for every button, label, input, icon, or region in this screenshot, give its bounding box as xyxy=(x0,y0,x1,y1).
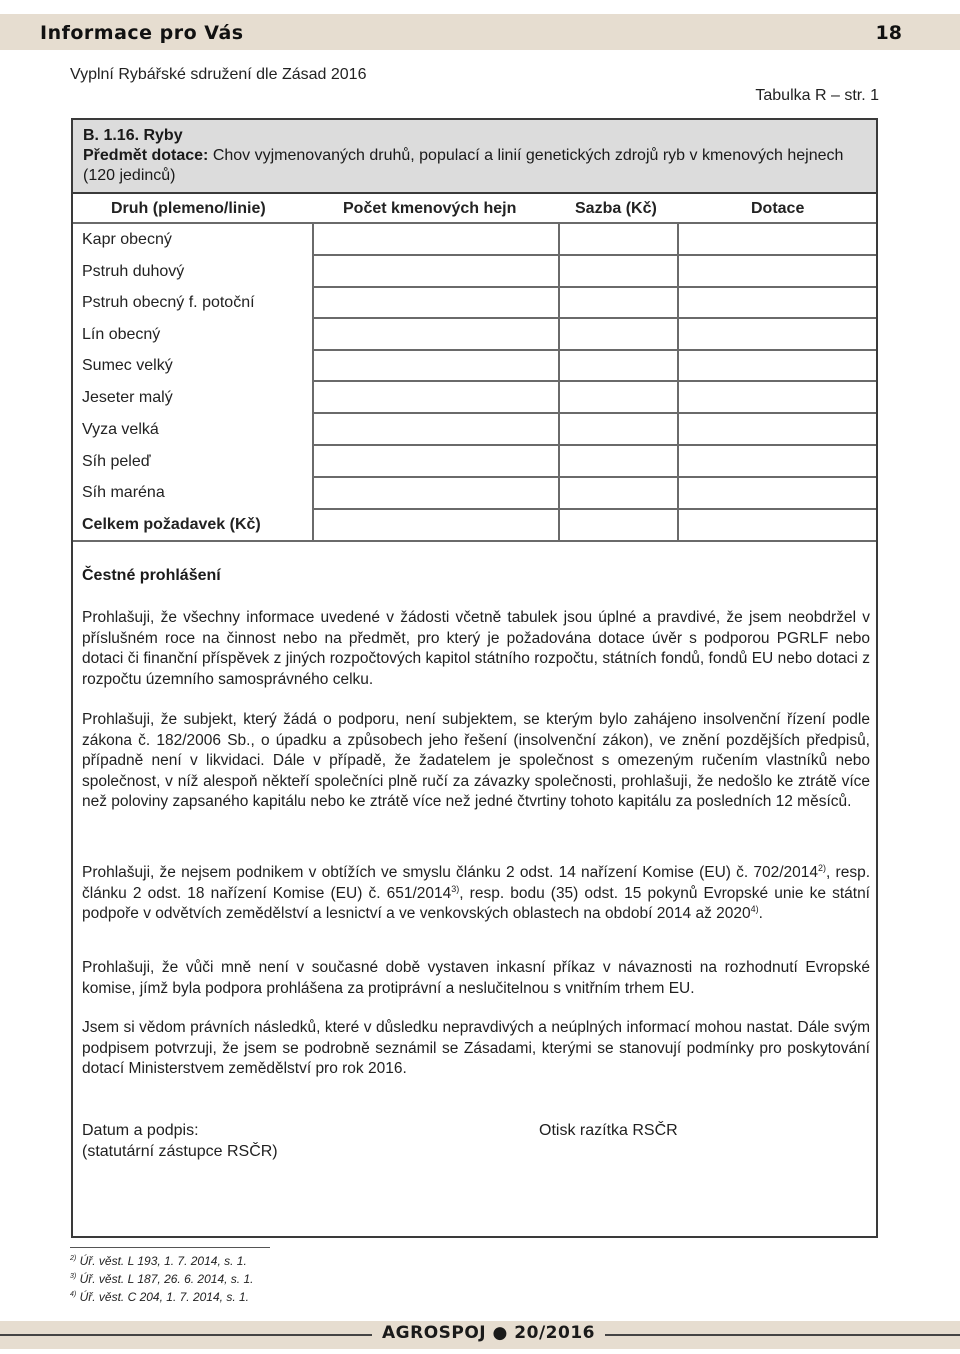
row-label-sih-marena: Síh maréna xyxy=(82,484,165,501)
column-header-species: Druh (plemeno/linie) xyxy=(111,200,266,217)
filled-by-note: Vyplní Rybářské sdružení dle Zásad 2016 xyxy=(70,66,367,83)
form-frame xyxy=(71,118,878,1238)
table-rule xyxy=(312,286,876,288)
row-label-jeseter: Jeseter malý xyxy=(82,389,173,406)
footnote-item: $^{3)}$ Úř. věst. L 187, 26. 6. 2014, s. 1. xyxy=(70,1272,254,1286)
form-code: B. 1.16. Ryby xyxy=(83,127,183,144)
footnote-item: $^{4)}$ Úř. věst. C 204, 1. 7. 2014, s. 1. xyxy=(70,1290,249,1304)
date-signature-label: Datum a podpis: xyxy=(82,1122,199,1139)
stamp-label: Otisk razítka RSČR xyxy=(539,1122,678,1139)
column-header-count: Počet kmenových hejn xyxy=(343,200,517,217)
declaration-paragraph-5: Jsem si vědom právních následků, které v důsledku nepravdivých a neúplných informací mohou nastat. Dále svým podpisem potvrzuji, že jsem se podrobně seznámil se Zásadami, kterými se stanovují podmínky pro poskytování dotací Ministerstvem zemědělství pro rok 2016. xyxy=(82,1019,870,1077)
row-label-kapr: Kapr obecný xyxy=(82,231,172,248)
row-label-total: Celkem požadavek (Kč) xyxy=(82,516,261,533)
footnote-rule xyxy=(70,1247,270,1248)
table-rule xyxy=(312,476,876,478)
row-label-vyza: Vyza velká xyxy=(82,421,159,438)
table-rule xyxy=(312,349,876,351)
declaration-paragraph-1: Prohlašuji, že všechny informace uvedené v žádosti včetně tabulek jsou úplné a pravdivé, že jsem neobdržel v příslušném roce na činnost nebo na předmět, pro který je požadována dotace úvěr s podporou PGRLF nebo dotaci či finanční příspěvek z jiných rozpočtových kapitol státního rozpočtu, státních fondů, fondů EU nebo dotaci z rozpočtu územního samosprávného celku. xyxy=(82,609,870,688)
subject-label: Předmět dotace: xyxy=(83,147,209,164)
page-header-title: Informace pro Vás xyxy=(40,22,244,44)
table-rule xyxy=(312,412,876,414)
row-label-lin: Lín obecný xyxy=(82,326,161,343)
footnote-item: $^{2)}$ Úř. věst. L 193, 1. 7. 2014, s. 1. xyxy=(70,1254,247,1268)
footer-publication: AGROSPOJ ● 20/2016 xyxy=(372,1323,605,1343)
table-rule xyxy=(312,444,876,446)
column-header-rate: Sazba (Kč) xyxy=(575,200,657,217)
page-number: 18 xyxy=(875,22,902,44)
signature-block xyxy=(82,1120,278,1162)
declaration-paragraph-2: Prohlašuji, že subjekt, který žádá o podporu, není subjektem, se kterým bylo zahájeno insolvenční řízení podle zákona č. 182/2006 Sb., o úpadku a způsobech jeho řešení (insolvenční zákon), ve znění pozdějších předpisů, případně není v likvidaci. Dále v případě, že žadatelem je společnost s omezeným ručením vlastníků nebo společnost, v níž alespoň někteří společníci plně ručí za závazky společnosti, prohlašuji, že nedošlo ke ztrátě více než poloviny zapsaného kapitálu nebo ke ztrátě více než jedné čtvrtiny tohoto kapitálu za posledních 12 měsíců. xyxy=(82,711,870,810)
footnotes xyxy=(70,1251,253,1305)
table-rule xyxy=(73,222,876,224)
form-subject xyxy=(83,146,866,186)
table-rule xyxy=(312,254,876,256)
table-rule xyxy=(312,380,876,382)
declaration-title: Čestné prohlášení xyxy=(82,567,221,584)
subject-text: Chov vyjmenovaných druhů, populací a linií genetických zdrojů ryb v kmenových hejnech (120 jedinců) xyxy=(83,147,844,184)
declaration-paragraph-3: Prohlašuji, že nejsem podnikem v obtížích ve smyslu článku 2 odst. 14 nařízení Komise (EU) č. 702/2014$^{2)}$, resp. článku 2 odst. 18 nařízení Komise (EU) č. 651/2014$^{3)}$, resp. bodu (35) odst. 15 pokynů Evropské unie ke státní podpoře v odvětvích zemědělství a lesnictví a ve venkovských oblastech na období 2014 až 2020$^{4)}$. xyxy=(82,862,870,922)
row-label-sih-peled: Síh peleď xyxy=(82,453,151,470)
row-label-pstruh-duhovy: Pstruh duhový xyxy=(82,263,185,280)
table-rule xyxy=(73,540,876,542)
column-header-subsidy: Dotace xyxy=(751,200,805,217)
form-title-block xyxy=(73,120,876,194)
row-label-pstruh-potocni: Pstruh obecný f. potoční xyxy=(82,294,255,311)
table-rule xyxy=(312,508,876,510)
table-reference: Tabulka R – str. 1 xyxy=(755,87,879,104)
row-label-sumec: Sumec velký xyxy=(82,357,173,374)
table-rule xyxy=(312,317,876,319)
declaration-paragraph-4: Prohlašuji, že vůči mně není v současné době vystaven inkasní příkaz v návaznosti na rozhodnutí Evropské komise, jímž byla podpora prohlášena za protiprávní a neslučitelnou s vnitřním trhem EU. xyxy=(82,959,870,997)
statutory-representative-label: (statutární zástupce RSČR) xyxy=(82,1143,278,1160)
